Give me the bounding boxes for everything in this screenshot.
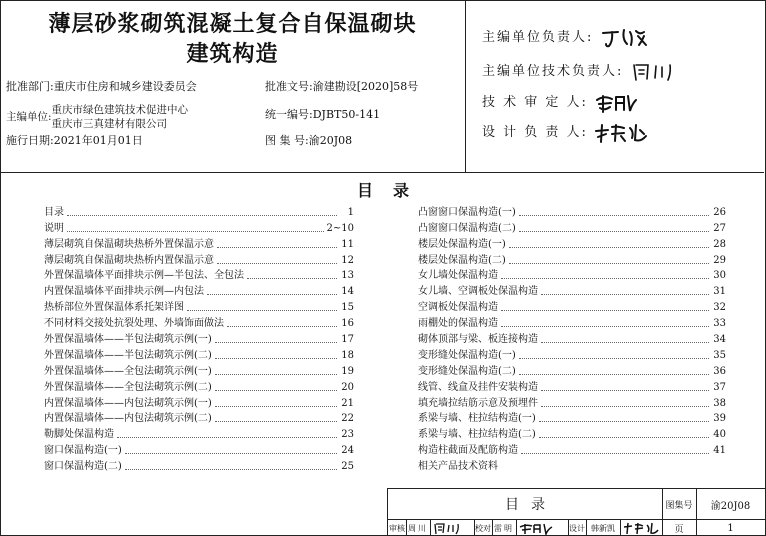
toc-item-leader	[539, 437, 709, 438]
toc-item-leader	[539, 421, 709, 422]
toc-item-leader	[519, 358, 709, 359]
toc-item-leader	[501, 278, 709, 279]
tb-reviewer-name: 周川	[408, 523, 428, 533]
impl-date-value: 2021年01月01日	[53, 134, 143, 147]
toc-item-title: 内置保温墙体平面排块示例—内包法	[44, 286, 204, 298]
tb-atlas-value: 渝20J08	[710, 500, 751, 512]
toc-item	[44, 458, 354, 474]
toc-item-title: 变形缝处保温构造(二)	[418, 365, 516, 377]
signature-label-3: 技 术 审 定 人:	[482, 95, 588, 110]
toc-item	[418, 395, 726, 411]
toc-item	[44, 411, 354, 427]
toc-item-page: 38	[713, 397, 726, 409]
toc-item	[418, 379, 726, 395]
toc-title: 目录	[356, 181, 429, 200]
toc-item-page: 13	[341, 270, 354, 282]
header-left	[0, 0, 466, 172]
toc-item	[418, 426, 726, 442]
toc-item	[44, 442, 354, 458]
toc-item-leader	[117, 437, 337, 438]
serial-value: DJBT50-141	[312, 108, 381, 121]
toc-item-title: 薄层砌筑自保温砌块热桥内置保温示意	[44, 254, 214, 266]
toc-item-leader	[501, 326, 709, 327]
editor-names	[52, 103, 189, 131]
main-title-line1: 薄层砂浆砌筑混凝土复合自保温砌块	[48, 12, 417, 37]
toc-item-page: 22	[341, 413, 354, 425]
toc-item-leader	[227, 326, 337, 327]
toc-item	[44, 299, 354, 315]
toc-item-page: 36	[713, 365, 726, 377]
tb-sheet-title: 目录	[505, 497, 557, 513]
toc-item	[44, 268, 354, 284]
toc-item-page: 27	[713, 222, 726, 234]
toc-item-title: 凸窗窗口保温构造(二)	[418, 222, 516, 234]
toc-item-page: 31	[713, 286, 726, 298]
toc-item-leader	[215, 374, 337, 375]
toc-item	[418, 411, 726, 427]
toc-item	[44, 426, 354, 442]
tb-sub-divider-1	[406, 519, 407, 536]
toc-item-title: 窗口保温构造(二)	[44, 461, 122, 473]
editor-unit	[6, 103, 188, 131]
signature-row-2	[482, 60, 710, 83]
toc-item-leader	[501, 310, 709, 311]
toc-item-title: 凸窗窗口保温构造(一)	[418, 206, 516, 218]
impl-date	[6, 134, 143, 148]
atlas-label: 图 集 号:	[265, 134, 309, 147]
editor-name-2: 重庆市三真建材有限公司	[51, 118, 168, 130]
toc-item-title: 窗口保温构造(一)	[44, 445, 122, 457]
toc-item-title: 热桥部位外置保温体系托架详图	[44, 302, 184, 314]
toc-right-column	[418, 204, 726, 474]
approval-dept-value: 重庆市住房和城乡建设委员会	[53, 80, 197, 93]
toc-item	[418, 252, 726, 268]
toc-item-page: 24	[341, 445, 354, 457]
toc-item-title: 女儿墙、空调板处保温构造	[418, 286, 538, 298]
editor-label: 主编单位:	[6, 111, 52, 123]
toc-item-page: 34	[713, 334, 726, 346]
toc-item-page: 25	[341, 461, 354, 473]
signature-label-2: 主编单位技术负责人:	[482, 64, 624, 79]
toc-item	[44, 236, 354, 252]
tb-sub-divider-8	[620, 519, 621, 536]
main-title-line2: 建筑构造	[186, 42, 279, 67]
toc-item-title: 系梁与墙、柱拉结构造(一)	[418, 413, 536, 425]
toc-item-leader	[125, 469, 337, 470]
toc-item-leader	[67, 215, 337, 216]
tb-page-label: 页	[674, 524, 684, 535]
title-block	[387, 488, 765, 536]
toc-item-title: 变形缝处保温构造(一)	[418, 349, 516, 361]
toc-item-page: 29	[713, 254, 726, 266]
toc-item-page: 28	[713, 238, 726, 250]
toc-item-page: 37	[713, 381, 726, 393]
toc-item-leader	[187, 310, 337, 311]
toc-item-page: 17	[341, 334, 354, 346]
atlas-value: 渝20J08	[308, 134, 353, 147]
toc-item-title: 外置保温墙体平面排块示例—半包法、全包法	[44, 270, 244, 282]
toc-item-leader	[519, 215, 709, 216]
signature-row-1	[482, 26, 680, 49]
toc-item-leader	[541, 342, 709, 343]
toc-item-page: 18	[341, 349, 354, 361]
approval-doc-value: 渝建勘设[2020]58号	[312, 80, 419, 93]
atlas-no	[265, 134, 352, 148]
toc-item-page: 39	[713, 413, 726, 425]
toc-item-title: 系梁与墙、柱拉结构造(二)	[418, 429, 536, 441]
toc-item-leader	[215, 421, 337, 422]
serial-label: 统一编号:	[265, 108, 313, 121]
toc-item-title: 砌体顶部与梁、板连接构造	[418, 334, 538, 346]
tb-atlas-label: 图集号	[665, 500, 693, 511]
toc-item-title: 空调板处保温构造	[418, 302, 498, 314]
tb-check-label: 校对	[475, 523, 491, 533]
toc-item	[44, 347, 354, 363]
toc-item-page: 33	[713, 318, 726, 330]
impl-date-label: 施行日期:	[6, 134, 54, 147]
toc-item	[44, 315, 354, 331]
toc-item-leader	[215, 406, 337, 407]
tb-design-label: 设计	[569, 523, 585, 533]
tb-designer-name: 韩新凯	[591, 523, 615, 533]
toc-item-title: 女儿墙处保温构造	[418, 270, 498, 282]
toc-item-title: 楼层处保温构造(一)	[418, 238, 506, 250]
toc-item-page: 41	[713, 445, 726, 457]
main-title	[0, 10, 465, 70]
toc-item-leader	[541, 294, 709, 295]
tb-sub-divider-2	[430, 519, 431, 536]
toc-item	[418, 315, 726, 331]
toc-item-page: 20	[341, 381, 354, 393]
toc-item-title: 内置保温墙体——内包法砌筑示例(二)	[44, 413, 212, 425]
toc-item	[418, 268, 726, 284]
toc-item-leader	[519, 231, 709, 232]
toc-item-title: 相关产品技术资料	[418, 461, 498, 473]
tb-sub-divider-5	[516, 519, 517, 536]
signature-row-4	[482, 121, 674, 144]
toc-item	[418, 363, 726, 379]
toc-item-page: 19	[341, 365, 354, 377]
toc-item-page: 35	[713, 349, 726, 361]
signature-han-image	[594, 122, 674, 144]
toc-item	[44, 204, 354, 220]
toc-item-page: 26	[713, 206, 726, 218]
toc-item	[44, 252, 354, 268]
approval-doc-label: 批准文号:	[265, 80, 313, 93]
toc-item-title: 不同材料交接处抗裂处理、外墙饰面做法	[44, 318, 224, 330]
toc-item-leader	[67, 231, 324, 232]
signature-label-4: 设 计 负 责 人:	[482, 125, 588, 140]
toc-item-leader	[509, 263, 709, 264]
toc-item-leader	[215, 342, 337, 343]
toc-item-title: 说明	[44, 222, 64, 234]
tb-review-label: 审核	[389, 523, 405, 533]
tb-checker-signature-image	[518, 522, 566, 535]
toc-item	[418, 283, 726, 299]
tb-page-value: 1	[727, 522, 734, 534]
toc-item-leader	[215, 390, 337, 391]
toc-item	[418, 204, 726, 220]
tb-sub-divider-4	[492, 519, 493, 536]
toc-item-title: 内置保温墙体——内包法砌筑示例(一)	[44, 397, 212, 409]
toc-item-page: 30	[713, 270, 726, 282]
toc-item-title: 填充墙拉结筋示意及预埋件	[418, 397, 538, 409]
toc-item-page: 21	[341, 397, 354, 409]
toc-item-page: 40	[713, 429, 726, 441]
toc-item-leader	[519, 374, 709, 375]
toc-item-title: 外置保温墙体——全包法砌筑示例(一)	[44, 365, 212, 377]
toc-item	[418, 442, 726, 458]
toc-item-leader	[215, 358, 337, 359]
toc-item-page: 23	[341, 429, 354, 441]
toc-item-page: 1	[347, 206, 354, 218]
tb-checker-name: 雷明	[494, 523, 514, 533]
toc-item-leader	[217, 247, 337, 248]
toc-item-leader	[541, 390, 709, 391]
toc-item	[44, 220, 354, 236]
approval-dept-label: 批准部门:	[6, 80, 54, 93]
toc-item-title: 外置保温墙体——半包法砌筑示例(二)	[44, 349, 212, 361]
toc-item-leader	[541, 406, 709, 407]
toc-item-page: 15	[341, 302, 354, 314]
toc-item-page: 32	[713, 302, 726, 314]
signature-row-3	[482, 91, 674, 114]
toc-left-column	[44, 204, 354, 474]
signature-lei-image	[594, 92, 674, 114]
tb-sub-divider-6	[568, 519, 569, 536]
toc-item	[418, 347, 726, 363]
tb-sub-divider-7	[586, 519, 587, 536]
toc-item-page: 12	[341, 254, 354, 266]
toc-item-title: 线管、线盒及挂件安装构造	[418, 381, 538, 393]
toc-item-title: 楼层处保温构造(二)	[418, 254, 506, 266]
toc-item-title: 勒脚处保温构造	[44, 429, 114, 441]
toc-item-page: 2~10	[326, 222, 354, 234]
toc-item-title: 外置保温墙体——半包法砌筑示例(一)	[44, 334, 212, 346]
toc-item-leader	[125, 453, 337, 454]
toc-item-page: 16	[341, 318, 354, 330]
signature-ding-image	[600, 27, 680, 49]
tb-sub-divider-3	[474, 519, 475, 536]
toc-item-leader	[217, 263, 337, 264]
editor-name-1: 重庆市绿色建筑技术促进中心	[51, 104, 189, 116]
toc-item	[44, 379, 354, 395]
toc-item-page: 11	[341, 238, 354, 250]
toc-item-title: 薄层砌筑自保温砌块热桥外置保温示意	[44, 238, 214, 250]
toc-item	[418, 458, 726, 474]
toc-item	[44, 363, 354, 379]
toc-item	[44, 331, 354, 347]
serial-no	[265, 108, 380, 122]
toc-item-page: 14	[341, 286, 354, 298]
approval-doc	[265, 80, 418, 94]
toc-item	[418, 299, 726, 315]
toc-item-leader	[521, 453, 709, 454]
tb-designer-signature-image	[622, 522, 660, 535]
toc-item-title: 构造柱截面及配筋构造	[418, 445, 518, 457]
toc-item	[418, 220, 726, 236]
signature-zhou-image	[630, 61, 710, 83]
tb-reviewer-signature-image	[432, 522, 468, 535]
header-block	[0, 0, 764, 173]
toc-item-leader	[509, 247, 709, 248]
toc-item-leader	[247, 278, 337, 279]
toc-item-leader	[207, 294, 337, 295]
approval-dept	[6, 80, 197, 94]
toc-item	[44, 395, 354, 411]
toc-item	[44, 283, 354, 299]
toc-item-title: 雨棚处的保温构造	[418, 318, 498, 330]
toc-item	[418, 331, 726, 347]
toc-item-title: 目录	[44, 206, 64, 218]
toc-item-title: 外置保温墙体——全包法砌筑示例(二)	[44, 381, 212, 393]
signature-label-1: 主编单位负责人:	[482, 30, 594, 45]
toc-item	[418, 236, 726, 252]
